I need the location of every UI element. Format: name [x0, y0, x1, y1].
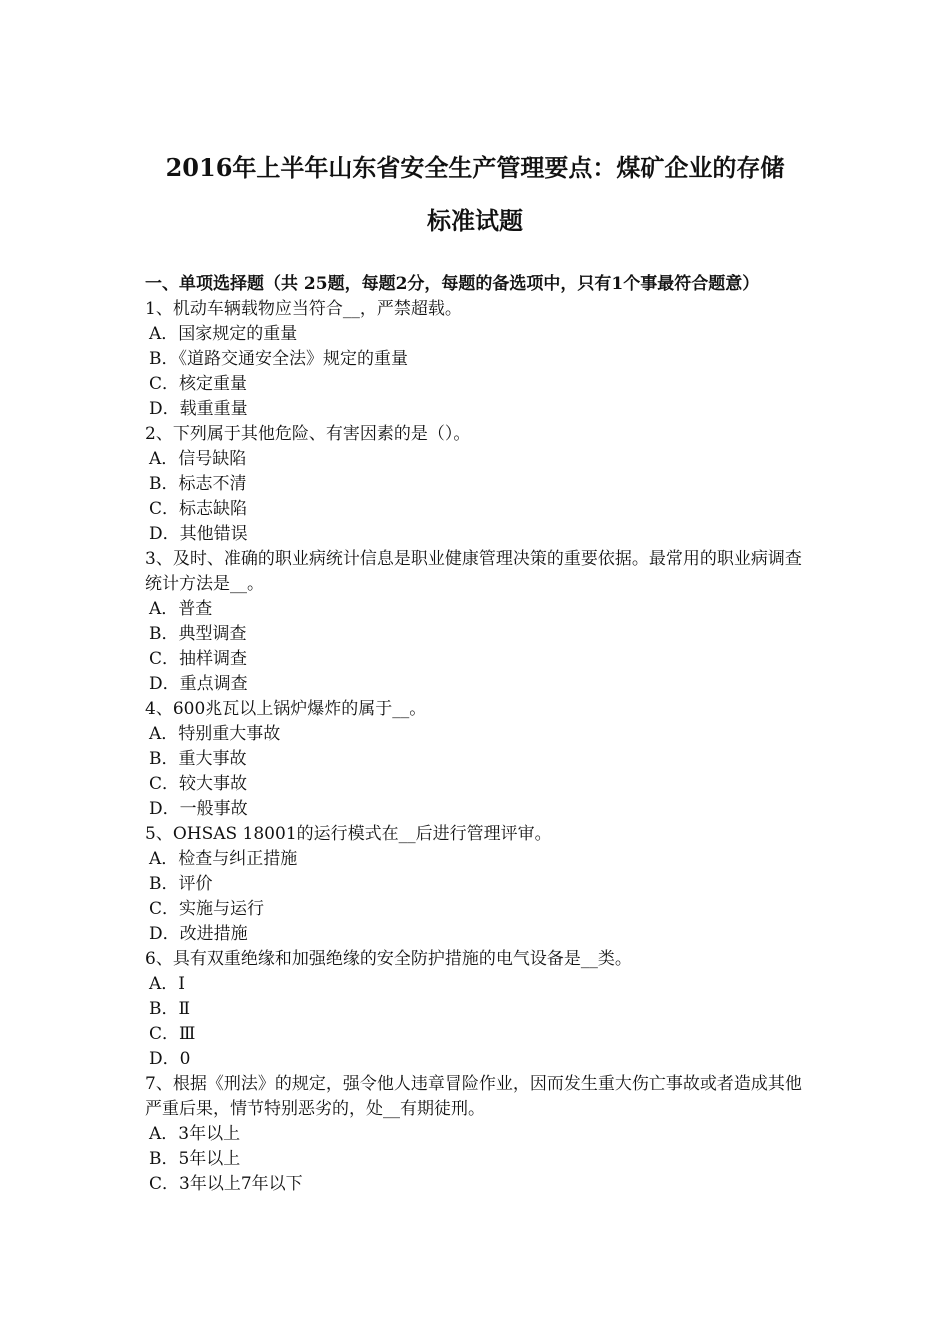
answer-option: D．其他错误	[149, 524, 248, 544]
question-text: 1、机动车辆载物应当符合__，严禁超载。	[145, 299, 462, 319]
answer-option: A．国家规定的重量	[149, 324, 298, 344]
question-text: 4、600兆瓦以上锅炉爆炸的属于__。	[145, 699, 427, 719]
answer-option: A．检查与纠正措施	[149, 849, 298, 869]
answer-option: A．3年以上	[149, 1124, 241, 1144]
answer-option: B．《道路交通安全法》规定的重量	[149, 349, 408, 369]
answer-option: C．抽样调查	[149, 649, 248, 669]
answer-option: A．信号缺陷	[149, 449, 247, 469]
answer-option: C．核定重量	[149, 374, 248, 394]
option-list	[145, 972, 815, 1072]
answer-option: A．Ⅰ	[149, 974, 185, 994]
option-list	[145, 597, 815, 697]
option-list	[145, 1122, 815, 1197]
answer-option: C．较大事故	[149, 774, 248, 794]
question-text: 7、根据《刑法》的规定，强令他人违章冒险作业，因而发生重大伤亡事故或者造成其他严重后果，情节特别恶劣的，处__有期徒刑。	[145, 1074, 802, 1119]
question-item	[145, 697, 815, 822]
option-list	[145, 447, 815, 547]
question-item	[145, 822, 815, 947]
document-title-line-2: 标准试题	[427, 206, 523, 235]
question-item	[145, 1072, 815, 1197]
question-item	[145, 297, 815, 422]
question-text: 3、及时、准确的职业病统计信息是职业健康管理决策的重要依据。最常用的职业病调查统计方法是__。	[145, 549, 802, 594]
answer-option: B．重大事故	[149, 749, 247, 769]
answer-option: D．一般事故	[149, 799, 248, 819]
question-item	[145, 947, 815, 1072]
document-title-line-1: 2016年上半年山东省安全生产管理要点：煤矿企业的存储	[165, 153, 785, 182]
answer-option: A．特别重大事故	[149, 724, 281, 744]
answer-option: C．Ⅲ	[149, 1024, 196, 1044]
answer-option: B．5年以上	[149, 1149, 241, 1169]
option-list	[145, 322, 815, 422]
answer-option: C．标志缺陷	[149, 499, 248, 519]
answer-option: B．典型调查	[149, 624, 247, 644]
answer-option: B．Ⅱ	[149, 999, 191, 1019]
answer-option: D．改进措施	[149, 924, 248, 944]
section-heading: 一、单项选择题（共 25题，每题2分，每题的备选项中，只有1个事最符合题意）	[145, 274, 760, 294]
answer-option: B．评价	[149, 874, 213, 894]
question-text: 5、OHSAS 18001的运行模式在__后进行管理评审。	[145, 824, 552, 844]
question-item	[145, 422, 815, 547]
question-item	[145, 547, 815, 697]
answer-option: D．重点调查	[149, 674, 248, 694]
answer-option: C．3年以上7年以下	[149, 1174, 303, 1194]
answer-option: C．实施与运行	[149, 899, 265, 919]
question-text: 2、下列属于其他危险、有害因素的是（）。	[145, 424, 471, 444]
answer-option: D．载重重量	[149, 399, 248, 419]
answer-option: B．标志不清	[149, 474, 247, 494]
question-text: 6、具有双重绝缘和加强绝缘的安全防护措施的电气设备是__类。	[145, 949, 632, 969]
exam-content	[145, 272, 815, 1197]
answer-option: A．普查	[149, 599, 213, 619]
option-list	[145, 847, 815, 947]
option-list	[145, 722, 815, 822]
question-list	[145, 297, 815, 1197]
answer-option: D．0	[149, 1049, 191, 1069]
